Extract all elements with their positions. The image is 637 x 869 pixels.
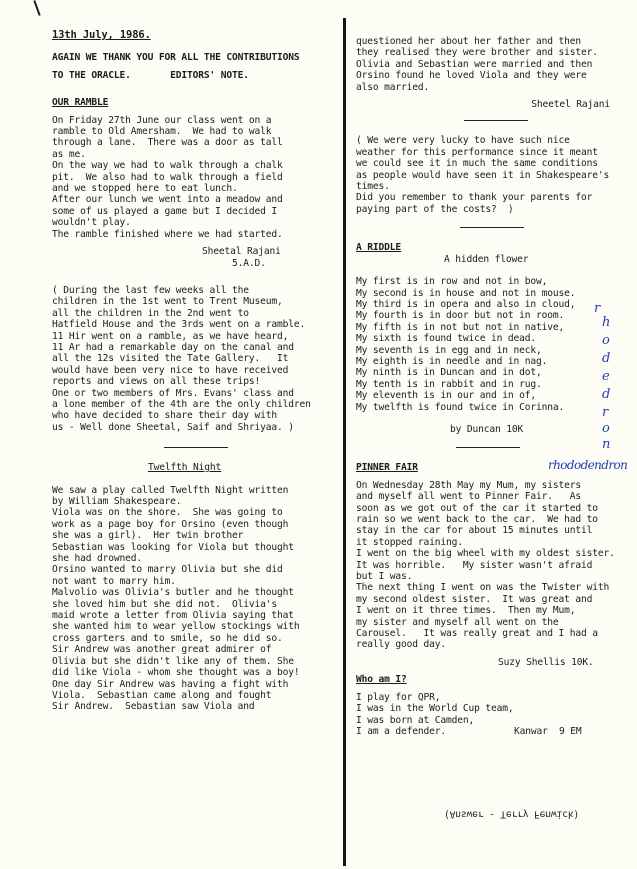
text-line: I play for QPR,: [356, 691, 441, 703]
pinner-fair-body: [356, 480, 616, 651]
text-line: stay in the car for about 15 minutes until: [356, 525, 593, 537]
handwritten-letter: o: [602, 333, 610, 348]
text-line: Carousel. It was really great and I had a: [356, 628, 598, 640]
text-line: The next thing I went on was the Twister with: [356, 582, 610, 594]
pinner-fair-signature: Suzy Shellis 10K.: [498, 656, 594, 668]
text-line: but I was.: [356, 571, 413, 583]
text-line: some of us played a game but I decided I: [52, 205, 278, 217]
section-rule: [460, 227, 524, 228]
ramble-class: 5.A.D.: [232, 257, 266, 269]
text-line: she wanted him to wear yellow stockings with: [52, 621, 300, 633]
left-column: [52, 30, 340, 713]
riddle-subheading: A hidden flower: [444, 253, 529, 265]
riddle-body: [356, 276, 616, 413]
handwritten-answer: rhododendron: [548, 458, 628, 472]
text-line: ( We were very lucky to have such nice: [356, 135, 570, 147]
text-line: Sebastian was looking for Viola but thought: [52, 541, 294, 553]
riddle-signature: by Duncan 10K: [450, 423, 524, 435]
ramble-signature: Sheetal Rajani: [202, 246, 281, 258]
text-line: 11 Ar had a remarkable day on the canal and: [52, 341, 294, 353]
twelfth-night-body: [52, 485, 340, 713]
handwritten-letter: e: [602, 369, 610, 384]
text-line: my sister and myself all went on the: [356, 616, 559, 628]
text-line: we could see it in much the same conditions: [356, 158, 598, 170]
intro-line: TO THE ORACLE. EDITORS' NOTE.: [52, 69, 249, 81]
text-line: soon as we got out of the car it started to: [356, 502, 598, 514]
riddle-line: My seventh is in egg and in neck,: [356, 344, 542, 356]
text-line: she was a girl). Her twin brother: [52, 530, 244, 542]
riddle-line: My ninth is in Duncan and in dot,: [356, 367, 542, 379]
upside-down-answer: [444, 808, 579, 819]
text-line: On Friday 27th June our class went on a: [52, 114, 272, 126]
who-am-i-heading: Who am I?: [356, 674, 407, 686]
text-line: really good day.: [356, 639, 447, 651]
riddle-line: My sixth is found twice in dead.: [356, 333, 537, 345]
text-line: all the 12s visited the Tate Gallery. It: [52, 353, 289, 365]
riddle-line: My third is in opera and also in cloud,: [356, 298, 576, 310]
who-am-i-signature: Kanwar 9 EM: [514, 726, 582, 738]
text-line: One day Sir Andrew was having a fight with: [52, 678, 289, 690]
text-line: reports and views on all these trips!: [52, 376, 261, 388]
trips-note: [52, 285, 340, 433]
text-line: through a lane. There was a door as tall: [52, 137, 283, 149]
text-line: pit. We also had to walk through a field: [52, 171, 283, 183]
text-line: Viola was on the shore. She was going to: [52, 507, 283, 519]
right-column: [356, 36, 616, 738]
twelfth-night-continued: [356, 36, 616, 93]
answer-text: (Answer - Terry Fenwick): [444, 808, 580, 820]
text-line: by William Shakespeare.: [52, 496, 182, 507]
text-line: Orsino found he loved Viola and they were: [356, 70, 587, 82]
pinner-fair-heading: PINNER FAIR: [356, 462, 418, 474]
ramble-heading: OUR RAMBLE: [52, 97, 109, 109]
section-rule: [464, 120, 528, 121]
text-line: ( During the last few weeks all the: [52, 284, 249, 296]
text-line: Sir Andrew. Sebastian saw Viola and: [52, 701, 255, 713]
riddle-line: My tenth is in rabbit and in rug.: [356, 378, 542, 390]
text-line: On Wednesday 28th May my Mum, my sisters: [356, 479, 582, 491]
text-line: After our lunch we went into a meadow and: [52, 194, 283, 206]
text-line: wouldn't play.: [52, 217, 131, 229]
text-line: a lone member of the 4th are the only children: [52, 398, 311, 410]
handwritten-letter: r: [602, 405, 609, 420]
text-line: ramble to Old Amersham. We had to walk: [52, 126, 272, 138]
text-line: would have been very nice to have received: [52, 364, 289, 376]
text-line: I was in the World Cup team,: [356, 703, 514, 715]
text-line: I went on the big wheel with my oldest sister.: [356, 548, 615, 560]
scan-mark: [33, 0, 40, 16]
handwritten-letter: d: [602, 351, 611, 366]
text-line: times.: [356, 181, 390, 193]
handwritten-letter: h: [602, 315, 611, 330]
text-line: and myself all went to Pinner Fair. As: [356, 491, 582, 503]
riddle-line: My twelfth is found twice in Corinna.: [356, 401, 565, 413]
text-line: Sir Andrew was another great admirer of: [52, 644, 272, 656]
text-line: work as a page boy for Orsino (even though: [52, 518, 289, 530]
text-line: 11 Hir went on a ramble, as we have heard,: [52, 330, 289, 342]
text-line: Hatfield House and the 3rds went on a ramble.: [52, 319, 306, 331]
riddle-line: My second is in house and not in mouse.: [356, 287, 576, 299]
riddle-line: My eighth is in needle and in nag.: [356, 355, 548, 367]
text-line: not want to marry him.: [52, 575, 176, 587]
handwritten-letters: [588, 302, 628, 452]
text-line: It was horrible. My sister wasn't afraid: [356, 559, 593, 571]
text-line: Viola. Sebastian came along and fought: [52, 689, 272, 701]
text-line: Did you remember to thank your parents for: [356, 192, 593, 204]
column-divider: [343, 18, 346, 866]
riddle-heading: A RIDDLE: [356, 242, 402, 254]
text-line: did like Viola - whom she thought was a boy!: [52, 667, 300, 679]
text-line: The ramble finished where we had started.: [52, 228, 283, 240]
text-line: Orsino wanted to marry Olivia but she did: [52, 564, 283, 576]
text-line: weather for this performance since it meant: [356, 146, 598, 158]
handwritten-letter: r: [594, 301, 601, 316]
text-line: paying part of the costs? ): [356, 203, 514, 215]
text-line: I am a defender.: [356, 725, 447, 737]
issue-date: 13th July, 1986.: [52, 29, 151, 41]
riddle-line: My eleventh is in our and in of,: [356, 390, 537, 402]
text-line: it stopped raining.: [356, 536, 463, 548]
handwritten-letter: d: [602, 387, 611, 402]
text-line: cross garters and to smile, so he did so.: [52, 632, 283, 644]
riddle-line: My first is in row and not in bow,: [356, 276, 548, 288]
text-line: On the way we had to walk through a chalk: [52, 160, 283, 172]
text-line: I went on it three times. Then my Mum,: [356, 605, 576, 617]
editor-note: [356, 135, 616, 215]
text-line: maid wrote a letter from Olivia saying that: [52, 610, 294, 622]
text-line: my second oldest sister. It was great and: [356, 593, 593, 605]
handwritten-letter: o: [602, 421, 610, 436]
riddle-line: My fifth is in not but not in native,: [356, 321, 565, 333]
text-line: children in the 1st went to Trent Museum,: [52, 296, 283, 308]
text-line: questioned her about her father and then: [356, 36, 582, 47]
text-line: I was born at Camden,: [356, 714, 475, 726]
twelfth-night-signature: Sheetel Rajani: [531, 99, 610, 111]
riddle-line: My fourth is in door but not in room.: [356, 310, 565, 322]
text-line: she loved him but she did not. Olivia's: [52, 598, 278, 610]
text-line: all the children in the 2nd went to: [52, 307, 249, 319]
section-rule: [456, 447, 520, 448]
text-line: Olivia and Sebastian were married and then: [356, 58, 593, 70]
intro-line: AGAIN WE THANK YOU FOR ALL THE CONTRIBUTIONS: [52, 52, 300, 64]
section-rule: [164, 447, 228, 448]
text-line: as people would have seen it in Shakespeare's: [356, 169, 610, 181]
text-line: they realised they were brother and sister.: [356, 47, 598, 59]
twelfth-night-heading: Twelfth Night: [148, 462, 222, 474]
text-line: We saw a play called Twelfth Night written: [52, 484, 289, 496]
handwritten-letter: n: [602, 437, 611, 452]
text-line: and we stopped here to eat lunch.: [52, 183, 238, 195]
ramble-body: [52, 115, 340, 240]
text-line: as me.: [52, 148, 86, 160]
text-line: Malvolio was Olivia's butler and he thought: [52, 587, 294, 599]
text-line: who have decided to share their day with: [52, 410, 278, 422]
text-line: us - Well done Sheetal, Saif and Shriyaa. ): [52, 421, 294, 433]
text-line: she had drowned.: [52, 553, 143, 565]
text-line: One or two members of Mrs. Evans' class and: [52, 387, 294, 399]
text-line: also married.: [356, 81, 430, 93]
text-line: rain so we went back to the car. We had to: [356, 514, 598, 525]
text-line: Olivia but she didn't like any of them. She: [52, 655, 294, 667]
